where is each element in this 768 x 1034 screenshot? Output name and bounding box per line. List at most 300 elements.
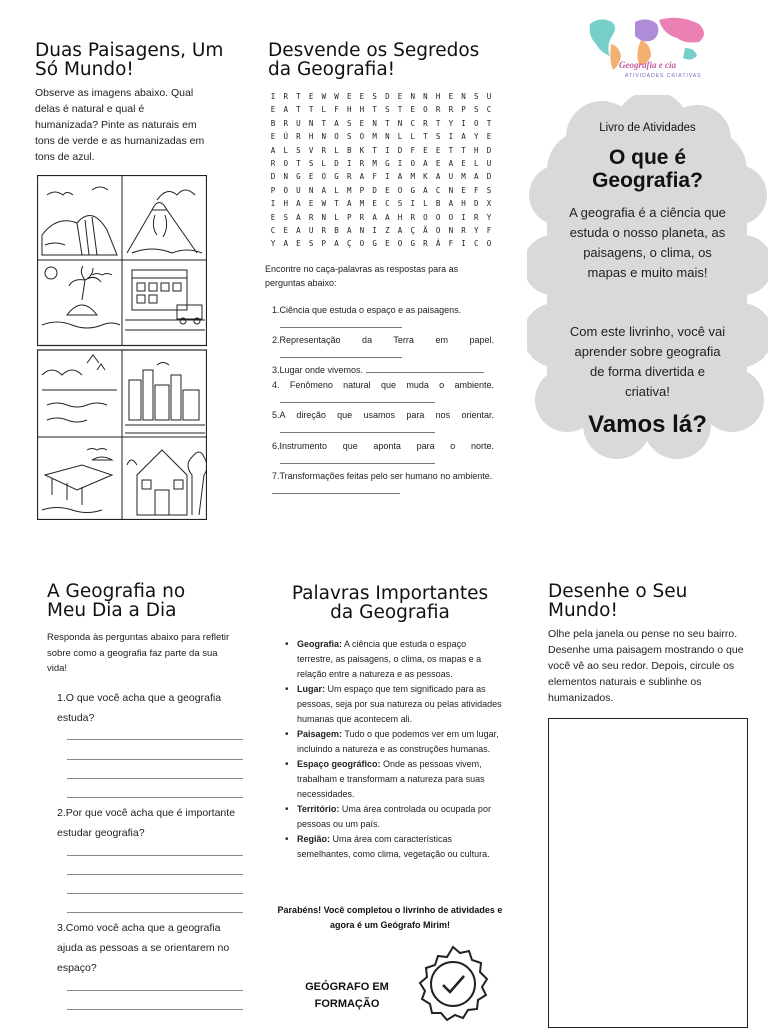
- word-search-row: [267, 117, 495, 130]
- word-search-letter[interactable]: Y: [270, 239, 276, 249]
- word-search-letter[interactable]: N: [423, 92, 428, 101]
- word-search-letter[interactable]: E: [270, 212, 276, 222]
- word-search-letter[interactable]: I: [385, 145, 390, 155]
- word-search-letter[interactable]: D: [486, 172, 492, 182]
- word-search-letter[interactable]: I: [410, 199, 415, 209]
- panel2-title: Desvende os Segredos da Geografia!: [268, 40, 480, 80]
- word-search-letter[interactable]: A: [397, 225, 403, 235]
- word-search-letter[interactable]: B: [435, 199, 441, 209]
- panel4-instructions: Responda às perguntas abaixo para refletir sobre como a geografia faz parte da sua vida!: [47, 632, 230, 674]
- word-search-letter[interactable]: B: [334, 225, 339, 235]
- vocab-item: [285, 832, 503, 862]
- vocab-term: Lugar:: [297, 684, 325, 694]
- word-search-letter[interactable]: E: [410, 105, 415, 115]
- word-search-letter[interactable]: L: [334, 145, 339, 155]
- word-search-letter[interactable]: N: [283, 172, 288, 182]
- word-search-letter[interactable]: S: [372, 92, 377, 101]
- answer-blank[interactable]: [280, 423, 435, 433]
- word-search-letter[interactable]: D: [385, 92, 390, 101]
- word-search-letter[interactable]: N: [372, 118, 377, 128]
- word-search-letter[interactable]: T: [423, 132, 428, 142]
- word-search-letter[interactable]: I: [270, 199, 276, 209]
- word-search-letter[interactable]: T: [397, 105, 403, 115]
- word-search-row: [267, 90, 495, 103]
- word-search-letter[interactable]: A: [321, 185, 327, 195]
- word-search-letter[interactable]: R: [359, 158, 365, 168]
- word-search-letter[interactable]: E: [270, 105, 276, 115]
- word-search-letter[interactable]: L: [321, 158, 327, 168]
- word-search-letter[interactable]: O: [435, 225, 441, 235]
- word-search-letter[interactable]: A: [283, 105, 288, 115]
- word-search-letter[interactable]: C: [473, 239, 479, 249]
- word-search-letter[interactable]: S: [346, 132, 352, 142]
- landscape-coloring-grid: [37, 175, 207, 520]
- word-search-letter[interactable]: E: [372, 199, 377, 209]
- word-search-letter[interactable]: E: [435, 145, 441, 155]
- word-search-letter[interactable]: P: [270, 185, 276, 195]
- word-search-letter[interactable]: N: [448, 185, 454, 195]
- word-search-letter[interactable]: S: [308, 239, 314, 249]
- word-search-letter[interactable]: M: [372, 132, 377, 142]
- word-search-row: [267, 157, 495, 170]
- word-search-letter[interactable]: S: [296, 145, 301, 155]
- river-drawing: [42, 355, 117, 422]
- logo-subtext: ATIVIDADES CRIATIVAS: [625, 73, 702, 79]
- word-search-letter[interactable]: O: [359, 239, 365, 249]
- word-search-row: [267, 237, 495, 250]
- word-search-letter[interactable]: H: [397, 212, 403, 222]
- answer-line[interactable]: [67, 912, 243, 913]
- word-search-letter[interactable]: I: [448, 132, 454, 142]
- word-search-letter[interactable]: G: [296, 172, 301, 182]
- word-search-letter[interactable]: B: [270, 118, 276, 128]
- word-search-letter[interactable]: H: [461, 199, 466, 209]
- word-search-letter[interactable]: T: [435, 118, 441, 128]
- answer-line[interactable]: [67, 739, 243, 740]
- word-search-letter[interactable]: A: [296, 225, 301, 235]
- word-search-letter[interactable]: R: [410, 212, 415, 222]
- word-search-letter[interactable]: A: [461, 132, 466, 142]
- word-search-letter[interactable]: F: [448, 239, 454, 249]
- word-search-letter[interactable]: R: [359, 212, 365, 222]
- word-search-letter[interactable]: O: [283, 185, 288, 195]
- word-search-letter[interactable]: O: [397, 239, 403, 249]
- word-search-letter[interactable]: E: [435, 158, 441, 168]
- word-search-letter[interactable]: D: [473, 199, 479, 209]
- word-search-letter[interactable]: A: [448, 199, 454, 209]
- vocab-definition: Uma área controlada ou ocupada por pessoas ou um país.: [297, 804, 491, 829]
- word-search-letter[interactable]: E: [448, 92, 454, 101]
- word-search-letter[interactable]: E: [308, 172, 314, 182]
- word-search-letter[interactable]: F: [486, 225, 492, 235]
- vocab-term: Território:: [297, 804, 340, 814]
- word-search-letter[interactable]: N: [321, 212, 327, 222]
- word-search-letter[interactable]: T: [448, 145, 454, 155]
- reflection-question-1: 1.O que você acha que a geografia estuda?: [57, 692, 222, 724]
- answer-line[interactable]: [67, 759, 243, 760]
- word-search-letter[interactable]: E: [270, 132, 276, 142]
- word-search-row: [267, 130, 495, 143]
- badge-label: GEÓGRAFO EM FORMAÇÃO: [305, 981, 389, 1010]
- word-search-letter[interactable]: K: [423, 172, 428, 182]
- vocab-item: [285, 682, 503, 727]
- city-drawing: [125, 270, 205, 330]
- word-search-letter[interactable]: O: [486, 239, 492, 249]
- word-search-letter[interactable]: Ç: [346, 239, 352, 249]
- word-search-letter[interactable]: I: [461, 212, 466, 222]
- word-search-letter[interactable]: Y: [473, 225, 479, 235]
- word-search-letter[interactable]: X: [486, 199, 492, 209]
- word-search-letter[interactable]: T: [372, 105, 377, 115]
- vocab-term: Paisagem:: [297, 729, 343, 739]
- ws-question-5: 5.A direção que usamos para nos orientar.: [272, 408, 494, 438]
- word-search-grid: [267, 90, 495, 251]
- ws-question-4: 4. Fenômeno natural que muda o ambiente.: [272, 378, 494, 408]
- word-search-letter[interactable]: E: [486, 132, 492, 142]
- word-search-letter[interactable]: D: [397, 145, 403, 155]
- word-search-letter[interactable]: L: [423, 199, 428, 209]
- answer-line[interactable]: [67, 893, 243, 894]
- ws-question-7: 7.Transformações feitas pelo ser humano no ambiente.: [272, 469, 494, 499]
- word-search-letter[interactable]: E: [346, 92, 352, 101]
- word-search-letter[interactable]: T: [308, 105, 314, 115]
- word-search-letter[interactable]: H: [283, 199, 288, 209]
- vocab-list: [285, 637, 503, 862]
- word-search-letter[interactable]: R: [321, 145, 327, 155]
- word-search-letter[interactable]: R: [296, 132, 301, 142]
- word-search-letter[interactable]: S: [486, 185, 492, 195]
- award-badge-icon: [410, 943, 496, 1029]
- word-search-row: [267, 211, 495, 224]
- word-search-letter[interactable]: T: [296, 158, 301, 168]
- logo-text: Geografia e cia: [619, 60, 676, 70]
- word-search-letter[interactable]: A: [435, 172, 441, 182]
- waterfall-drawing: [42, 187, 117, 255]
- word-search-letter[interactable]: D: [270, 172, 276, 182]
- word-search-letter[interactable]: A: [385, 212, 390, 222]
- word-search-letter[interactable]: R: [270, 158, 276, 168]
- word-search-letter[interactable]: T: [296, 92, 301, 101]
- answer-line[interactable]: [67, 778, 243, 779]
- island-drawing: [42, 266, 120, 328]
- vocab-item: [285, 802, 503, 832]
- word-search-letter[interactable]: H: [435, 92, 441, 101]
- word-search-letter[interactable]: A: [423, 158, 428, 168]
- word-search-letter[interactable]: E: [385, 239, 390, 249]
- word-search-letter[interactable]: G: [385, 158, 390, 168]
- word-search-letter[interactable]: V: [308, 145, 314, 155]
- word-search-letter[interactable]: U: [308, 225, 314, 235]
- word-search-letter[interactable]: R: [473, 212, 479, 222]
- word-search-letter[interactable]: A: [334, 239, 339, 249]
- word-search-letter[interactable]: S: [435, 132, 441, 142]
- word-search-letter[interactable]: C: [385, 199, 390, 209]
- word-search-letter[interactable]: G: [410, 185, 415, 195]
- word-search-letter[interactable]: E: [461, 158, 466, 168]
- word-search-letter[interactable]: R: [461, 225, 466, 235]
- word-search-row: [267, 184, 495, 197]
- word-search-letter[interactable]: Á: [435, 239, 441, 249]
- congrats-message: Parabéns! Você completou o livrinho de atividades e agora é um Geógrafo Mirim!: [277, 905, 503, 930]
- word-search-letter[interactable]: T: [385, 118, 390, 128]
- word-search-letter[interactable]: E: [308, 92, 314, 101]
- word-search-letter[interactable]: Y: [448, 118, 454, 128]
- word-search-letter[interactable]: O: [321, 172, 327, 182]
- word-search-letter[interactable]: R: [346, 172, 352, 182]
- word-search-letter[interactable]: U: [296, 118, 301, 128]
- word-search-letter[interactable]: S: [283, 212, 288, 222]
- word-search-letter[interactable]: N: [385, 132, 390, 142]
- word-search-row: [267, 197, 495, 210]
- answer-blank[interactable]: [280, 454, 435, 464]
- word-search-letter[interactable]: O: [423, 212, 428, 222]
- word-search-letter[interactable]: M: [359, 199, 365, 209]
- word-search-letter[interactable]: E: [283, 225, 288, 235]
- answer-line[interactable]: [67, 855, 243, 856]
- word-search-letter[interactable]: Ç: [410, 225, 415, 235]
- ws-question-1: 1.Ciência que estuda o espaço e as paisagens.: [272, 303, 494, 333]
- word-search-letter[interactable]: E: [296, 239, 301, 249]
- word-search-letter[interactable]: Z: [385, 225, 390, 235]
- ws-question-3: 3.Lugar onde vivemos.: [272, 363, 494, 378]
- word-search-letter[interactable]: A: [346, 199, 352, 209]
- word-search-letter[interactable]: B: [346, 145, 352, 155]
- word-search-letter[interactable]: I: [346, 158, 352, 168]
- word-search-letter[interactable]: F: [410, 145, 415, 155]
- word-search-letter[interactable]: U: [296, 185, 301, 195]
- word-search-letter[interactable]: S: [397, 199, 403, 209]
- word-search-letter[interactable]: R: [435, 105, 441, 115]
- answer-blank[interactable]: [272, 484, 400, 494]
- word-search-letter[interactable]: A: [346, 225, 352, 235]
- word-search-letter[interactable]: I: [270, 92, 276, 101]
- word-search-letter[interactable]: G: [410, 239, 415, 249]
- word-search-letter[interactable]: O: [334, 132, 339, 142]
- word-search-letter[interactable]: P: [346, 212, 352, 222]
- word-search-letter[interactable]: N: [359, 225, 365, 235]
- word-search-letter[interactable]: R: [308, 212, 314, 222]
- vocab-definition: Onde as pessoas vivem, trabalham e transformam a natureza para suas necessidades.: [297, 759, 485, 799]
- word-search-letter[interactable]: O: [283, 158, 288, 168]
- word-search-letter[interactable]: L: [283, 145, 288, 155]
- word-search-letter[interactable]: A: [296, 212, 301, 222]
- pier-drawing: [42, 449, 112, 513]
- word-search-letter[interactable]: I: [385, 172, 390, 182]
- volcano-drawing: [127, 190, 202, 253]
- word-search-letter[interactable]: O: [359, 132, 365, 142]
- cloud-paragraph-1: A geografia é a ciência que estuda o nosso planeta, as paisagens, o clima, os mapas e muito mais!: [569, 205, 726, 280]
- word-search-letter[interactable]: N: [461, 92, 466, 101]
- word-search-letter[interactable]: U: [486, 92, 492, 101]
- ws-question-2: 2.Representação da Terra em papel.: [272, 333, 494, 363]
- word-search-letter[interactable]: E: [359, 92, 365, 101]
- word-search-letter[interactable]: L: [321, 105, 327, 115]
- word-search-letter[interactable]: A: [448, 158, 454, 168]
- word-search-letter[interactable]: P: [461, 105, 466, 115]
- answer-blank[interactable]: [280, 348, 402, 358]
- word-search-letter[interactable]: R: [283, 92, 288, 101]
- word-search-letter[interactable]: H: [473, 145, 479, 155]
- word-search-letter[interactable]: O: [397, 185, 403, 195]
- word-search-row: [267, 170, 495, 183]
- word-search-letter[interactable]: O: [435, 212, 441, 222]
- cloud-title: O que é Geografia?: [592, 146, 703, 192]
- panel1-instructions: Observe as imagens abaixo. Qual delas é natural e qual é humanizada? Pinte as naturais em tons de verde e as humanizadas em tons de azul.: [35, 87, 205, 163]
- word-search-letter[interactable]: P: [321, 239, 327, 249]
- word-search-letter[interactable]: I: [461, 118, 466, 128]
- word-search-letter[interactable]: L: [334, 185, 339, 195]
- word-search-letter[interactable]: M: [346, 185, 352, 195]
- word-search-letter[interactable]: T: [296, 105, 301, 115]
- word-search-letter[interactable]: S: [473, 92, 479, 101]
- panel4-title: A Geografia no Meu Dia a Dia: [47, 581, 186, 621]
- answer-line[interactable]: [67, 797, 243, 798]
- word-search-letter[interactable]: W: [321, 199, 327, 209]
- word-search-letter[interactable]: R: [423, 118, 428, 128]
- word-search-letter[interactable]: S: [385, 105, 390, 115]
- word-search-letter[interactable]: C: [270, 225, 276, 235]
- word-search-letter[interactable]: Ã: [423, 225, 428, 235]
- word-search-row: [267, 144, 495, 157]
- drawing-area[interactable]: [548, 718, 748, 1028]
- word-search-letter[interactable]: Y: [473, 132, 479, 142]
- word-search-letter[interactable]: O: [423, 105, 428, 115]
- word-search-letter[interactable]: K: [359, 145, 365, 155]
- word-search-letter[interactable]: N: [448, 225, 454, 235]
- word-search-letter[interactable]: H: [308, 132, 314, 142]
- vocab-item: [285, 637, 503, 682]
- word-search-letter[interactable]: T: [461, 145, 466, 155]
- word-search-letter[interactable]: W: [321, 92, 327, 101]
- word-search-letter[interactable]: G: [372, 239, 377, 249]
- word-search-letter[interactable]: A: [334, 118, 339, 128]
- word-search-letter[interactable]: R: [423, 239, 428, 249]
- answer-line[interactable]: [67, 990, 243, 991]
- word-search-letter[interactable]: N: [397, 118, 403, 128]
- word-search-letter[interactable]: A: [283, 239, 288, 249]
- word-search-letter[interactable]: S: [473, 105, 479, 115]
- vocab-term: Região:: [297, 834, 331, 844]
- vocab-term: Geografia:: [297, 639, 343, 649]
- word-search-letter[interactable]: P: [359, 185, 365, 195]
- word-search-letter[interactable]: Y: [486, 212, 492, 222]
- vocab-definition: Uma área com características semelhantes, como clima, vegetação ou cultura.: [297, 834, 490, 859]
- panel5-title: Palavras Importantes da Geografia: [291, 583, 489, 623]
- word-search-row: [267, 224, 495, 237]
- word-search-letter[interactable]: Ú: [283, 132, 288, 142]
- word-search-letter[interactable]: A: [397, 172, 403, 182]
- word-search-letter[interactable]: M: [410, 172, 415, 182]
- word-search-letter[interactable]: I: [461, 239, 466, 249]
- word-search-letter[interactable]: L: [397, 132, 403, 142]
- word-search-letter[interactable]: E: [397, 92, 403, 101]
- word-search-letter[interactable]: F: [473, 185, 479, 195]
- word-search-letter[interactable]: H: [346, 105, 352, 115]
- word-search-letter[interactable]: N: [410, 92, 415, 101]
- word-search-letter[interactable]: E: [308, 199, 314, 209]
- panel1-title: Duas Paisagens, Um Só Mundo!: [35, 40, 224, 80]
- word-search-letter[interactable]: T: [372, 145, 377, 155]
- word-search-letter[interactable]: O: [473, 118, 479, 128]
- logo: [585, 14, 715, 84]
- vocab-item: [285, 727, 503, 757]
- skyline-drawing: [125, 363, 205, 434]
- badge-seal: [410, 943, 496, 1029]
- word-search-letter[interactable]: M: [372, 158, 377, 168]
- answer-line[interactable]: [67, 1009, 243, 1010]
- word-search-letter[interactable]: A: [372, 212, 377, 222]
- word-search-letter[interactable]: T: [321, 118, 327, 128]
- reflection-question-2: 2.Por que você acha que é importante estudar geografia?: [57, 807, 236, 839]
- word-search-letter[interactable]: A: [423, 185, 428, 195]
- word-search-letter[interactable]: T: [486, 118, 492, 128]
- word-search-letter[interactable]: C: [435, 185, 441, 195]
- word-search-letter[interactable]: R: [283, 118, 288, 128]
- word-search-letter[interactable]: D: [334, 158, 339, 168]
- cloud-cta: Vamos lá?: [588, 411, 707, 438]
- word-search-letter[interactable]: W: [334, 92, 339, 101]
- word-search-letter[interactable]: E: [423, 145, 428, 155]
- word-search-letter[interactable]: T: [334, 199, 339, 209]
- vocab-item: [285, 757, 503, 802]
- word-search-letter[interactable]: N: [308, 118, 314, 128]
- word-search-letter[interactable]: H: [359, 105, 365, 115]
- vocab-term: Espaço geográfico:: [297, 759, 381, 769]
- word-search-letter[interactable]: O: [448, 212, 454, 222]
- word-search-letter[interactable]: A: [270, 145, 276, 155]
- word-search-row: [267, 103, 495, 116]
- word-search-letter[interactable]: R: [448, 105, 454, 115]
- answer-blank[interactable]: [280, 393, 435, 403]
- word-search-letter[interactable]: C: [410, 118, 415, 128]
- word-search-letter[interactable]: L: [473, 158, 479, 168]
- word-search-letter[interactable]: L: [410, 132, 415, 142]
- word-search-letter[interactable]: I: [372, 225, 377, 235]
- panel6-title: Desenhe o Seu Mundo!: [548, 581, 688, 621]
- word-search-letter[interactable]: U: [486, 158, 492, 168]
- word-search-letter[interactable]: S: [346, 118, 352, 128]
- word-search-letter[interactable]: S: [308, 158, 314, 168]
- answer-blank[interactable]: [280, 318, 402, 328]
- word-search-letter[interactable]: D: [486, 145, 492, 155]
- word-search-letter[interactable]: N: [321, 132, 327, 142]
- word-search-letter[interactable]: A: [296, 199, 301, 209]
- answer-line[interactable]: [67, 874, 243, 875]
- word-search-letter[interactable]: R: [321, 225, 327, 235]
- ws-question-6: 6.Instrumento que aponta para o norte.: [272, 439, 494, 469]
- word-search-letter[interactable]: O: [410, 158, 415, 168]
- word-search-instructions: Encontre no caça-palavras as respostas para as perguntas abaixo:: [265, 264, 459, 288]
- cottage-drawing: [127, 450, 207, 515]
- word-search-letter[interactable]: F: [372, 172, 377, 182]
- word-search-letter[interactable]: U: [448, 172, 454, 182]
- word-search-letter[interactable]: F: [334, 105, 339, 115]
- word-search-letter[interactable]: G: [334, 172, 339, 182]
- word-search-letter[interactable]: D: [372, 185, 377, 195]
- word-search-letter[interactable]: C: [486, 105, 492, 115]
- word-search-letter[interactable]: N: [308, 185, 314, 195]
- word-search-letter[interactable]: M: [461, 172, 466, 182]
- answer-blank[interactable]: [366, 363, 484, 373]
- word-search-letter[interactable]: I: [397, 158, 403, 168]
- word-search-letter[interactable]: E: [461, 185, 466, 195]
- word-search-letter[interactable]: L: [334, 212, 339, 222]
- word-search-letter[interactable]: A: [359, 172, 365, 182]
- word-search-letter[interactable]: A: [473, 172, 479, 182]
- word-search-letter[interactable]: E: [385, 185, 390, 195]
- word-search-letter[interactable]: E: [359, 118, 365, 128]
- reflection-question-3: 3.Como você acha que a geografia ajuda as pessoas a se orientarem no espaço?: [57, 922, 230, 974]
